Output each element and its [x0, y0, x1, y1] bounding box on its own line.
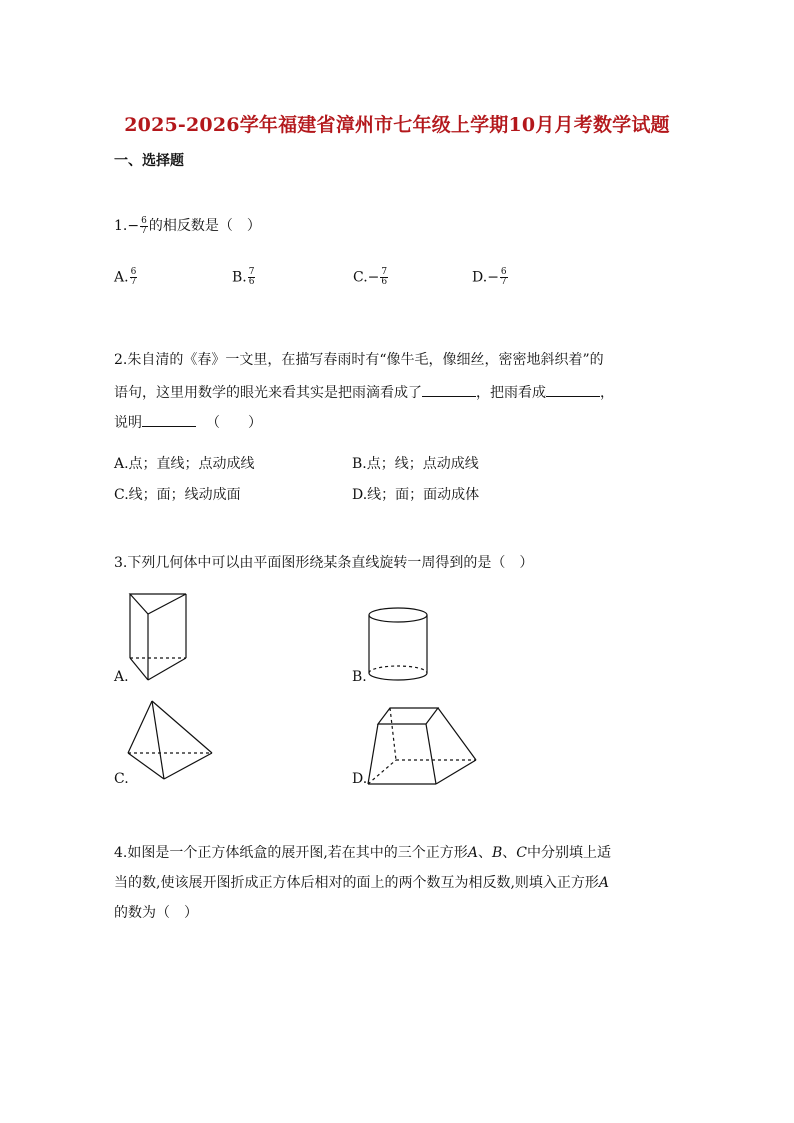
question-3: 3.下列几何体中可以由平面图形绕某条直线旋转一周得到的是（ ）	[114, 555, 534, 571]
q2-text: ，	[600, 385, 614, 401]
answer-blank	[546, 382, 600, 397]
q1-frac-den: 7	[141, 225, 147, 236]
q4-letter-a: A	[467, 845, 478, 861]
option-den: 6	[381, 277, 388, 287]
option-num: 7	[381, 267, 388, 277]
option-label: C.	[353, 269, 368, 286]
q4-text: 中分别填上适	[526, 845, 611, 861]
q2-option-b[interactable]: B.点；线；点动成线	[352, 456, 479, 472]
page-title: 2025-2026学年福建省漳州市七年级上学期10月月考数学试题	[124, 114, 670, 136]
option-sign: −	[487, 269, 499, 286]
q4-text: 4.如图是一个正方体纸盒的展开图,若在其中的三个正方形	[114, 845, 468, 861]
q4-line-3: 的数为（ ）	[114, 905, 198, 921]
q4-sep: 、	[477, 845, 492, 861]
frustum-figure	[366, 702, 478, 786]
q1-option-d[interactable]	[472, 268, 509, 287]
q3-option-d-label[interactable]: D.	[352, 771, 368, 787]
q4-letter-b: B	[491, 845, 503, 861]
q2-line-3	[114, 412, 262, 433]
q3-option-b-label[interactable]: B.	[352, 669, 367, 685]
q4-letter-a: A	[598, 875, 610, 891]
q1-frac-num: 6	[141, 215, 147, 226]
q3-option-c-label[interactable]: C.	[114, 771, 129, 787]
section-heading: 一、选择题	[114, 153, 184, 169]
option-label: A.	[114, 269, 129, 286]
option-den: 6	[248, 277, 255, 287]
q1-prefix: 1.−	[114, 218, 140, 234]
option-label: D.	[472, 269, 488, 286]
q4-line-2	[114, 873, 609, 893]
q1-suffix: 的相反数是（ ）	[148, 218, 261, 234]
option-fraction	[130, 268, 138, 287]
pyramid-figure	[120, 695, 220, 790]
option-den: 7	[500, 277, 507, 287]
option-sign: −	[367, 269, 380, 286]
q2-line-2	[114, 382, 614, 403]
q4-letter-c: C	[516, 845, 527, 861]
q4-sep: 、	[502, 845, 517, 861]
option-num: 6	[130, 267, 137, 277]
answer-blank	[422, 382, 476, 397]
option-label: B.	[232, 269, 247, 286]
q4-text: 当的数,使该展开图折成正方体后相对的面上的两个数互为相反数,则填入正方形	[114, 875, 599, 891]
q1-option-c[interactable]	[353, 268, 389, 287]
q2-text: 语句，这里用数学的眼光来看其实是把雨滴看成了	[114, 385, 422, 401]
answer-blank	[142, 412, 196, 427]
question-1	[114, 216, 261, 236]
q2-option-a[interactable]: A.点；直线；点动成线	[114, 456, 255, 472]
option-num: 6	[500, 267, 507, 277]
option-fraction	[500, 268, 508, 287]
q1-option-b[interactable]	[232, 268, 256, 287]
q2-line-1: 2.朱自清的《春》一文里，在描写春雨时有“像牛毛，像细丝，密密地斜织着”的	[114, 352, 604, 368]
q1-option-a[interactable]	[114, 268, 138, 287]
q2-option-c[interactable]: C.线；面；线动成面	[114, 487, 241, 503]
q4-line-1	[114, 843, 611, 863]
option-den: 7	[130, 277, 137, 287]
option-fraction	[380, 268, 388, 287]
cylinder-figure	[364, 605, 434, 687]
option-fraction	[248, 268, 256, 287]
q2-text: ，把雨看成	[476, 385, 546, 401]
q2-paren: （ ）	[206, 415, 262, 431]
q1-fraction	[140, 217, 148, 236]
q3-option-a-label[interactable]: A.	[114, 669, 129, 685]
q2-text: 说明	[114, 415, 142, 431]
option-num: 7	[248, 267, 255, 277]
q2-option-d[interactable]: D.线；面；面动成体	[352, 487, 480, 503]
